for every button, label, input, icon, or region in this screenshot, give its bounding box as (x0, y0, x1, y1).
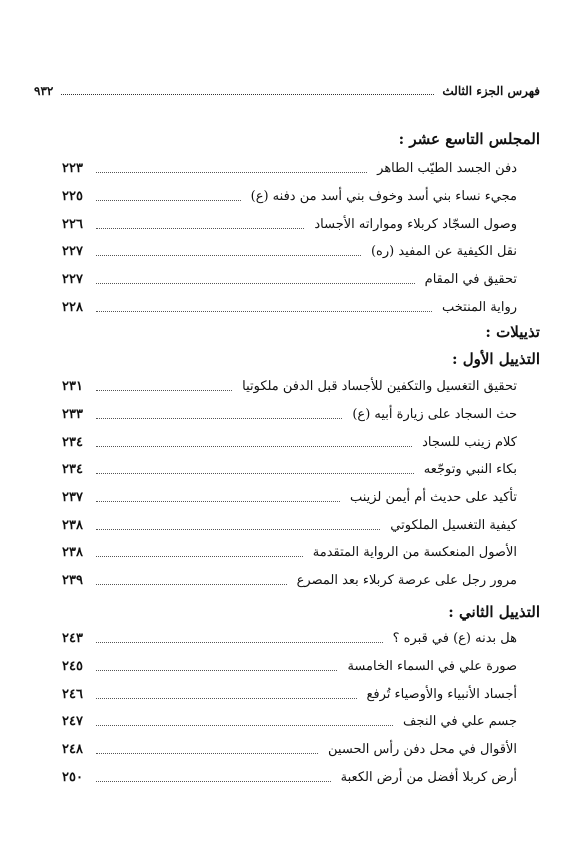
leader-dots (96, 556, 303, 557)
entry-page: ٢٣٧ (62, 490, 83, 506)
leader-dots (96, 501, 340, 502)
header-page-number: ٩٣٢ (34, 84, 54, 98)
entry-title: تحقيق في المقام (424, 272, 517, 288)
toc-entry (62, 210, 517, 238)
leader-dots (96, 172, 367, 173)
entry-title: وصول السجّاد كربلاء ومواراته الأجساد (314, 216, 517, 232)
entry-title: نقل الكيفية عن المفيد (ره) (370, 244, 517, 260)
entry-title: مرور رجل على عرصة كربلاء بعد المصرع (296, 573, 517, 589)
entry-title: دفن الجسد الطيّب الطاهر (377, 161, 517, 177)
entry-page: ٢٢٦ (62, 216, 83, 232)
toc-entry (62, 567, 517, 595)
entry-page: ٢٥٠ (62, 769, 83, 785)
entry-page: ٢٣٨ (62, 545, 83, 561)
toc-entry (62, 539, 517, 567)
entry-page: ٢٤٧ (62, 714, 83, 730)
toc-entry (62, 428, 517, 456)
entry-page: ٢٣٤ (62, 434, 83, 450)
entry-title: تأكيد على حديث أم أيمن لزينب (349, 490, 517, 506)
entry-page: ٢٤٣ (62, 631, 83, 647)
toc-entry (62, 155, 517, 183)
entry-title: مجيء نساء بني أسد وخوف بني أسد من دفنه (ع) (250, 189, 517, 205)
section-entries (62, 373, 517, 595)
leader-dots (96, 228, 304, 229)
entry-page: ٢٣٣ (62, 407, 83, 423)
toc-entry (62, 763, 517, 791)
leader-dots (96, 446, 412, 447)
toc-entry (62, 373, 517, 401)
toc-entry (62, 736, 517, 764)
entry-page: ٢٤٨ (62, 742, 83, 758)
entry-title: تحقيق التغسيل والتكفين للأجساد قبل الدفن ملكوتيا (242, 379, 517, 395)
section-entries (62, 155, 517, 321)
toc-entry (62, 625, 517, 653)
leader-dots (96, 473, 414, 474)
entry-title: بكاء النبي وتوجّعه (423, 462, 517, 478)
section-heading: التذييل الثاني : (448, 603, 540, 621)
leader-dots (96, 670, 337, 671)
toc-entry (62, 293, 517, 321)
toc-entry (62, 266, 517, 294)
leader-dots (96, 753, 318, 754)
leader-dots (96, 283, 415, 284)
leader-dots (96, 311, 432, 312)
toc-entry (62, 238, 517, 266)
leader-dots (96, 200, 241, 201)
toc-entry (62, 653, 517, 681)
entry-title: هل بدنه (ع) في قبره ؟ (392, 631, 517, 647)
entry-page: ٢٣١ (62, 379, 83, 395)
header-title: فهرس الجزء الثالث (442, 84, 540, 98)
toc-entry (62, 708, 517, 736)
section-heading: التذييل الأول : (451, 350, 540, 368)
entry-page: ٢٣٨ (62, 517, 83, 533)
entry-title: الأصول المنعكسة من الرواية المتقدمة (312, 545, 517, 561)
section-heading: تذييلات : (485, 323, 540, 341)
toc-entry (62, 511, 517, 539)
section-entries (62, 625, 517, 791)
entry-title: حث السجاد على زيارة أبيه (ع) (352, 407, 517, 423)
leader-dots (96, 255, 361, 256)
entry-title: جسم علي في النجف (403, 714, 517, 730)
entry-page: ٢٤٦ (62, 686, 83, 702)
leader-dots (96, 418, 342, 419)
entry-page: ٢٢٣ (62, 161, 83, 177)
entry-page: ٢٢٨ (62, 299, 83, 315)
toc-entry (62, 484, 517, 512)
toc-entry (62, 680, 517, 708)
leader-dots (96, 781, 331, 782)
entry-page: ٢٢٥ (62, 189, 83, 205)
entry-title: كيفية التغسيل الملكوتي (390, 517, 517, 533)
entry-page: ٢٣٤ (62, 462, 83, 478)
entry-title: أجساد الأنبياء والأوصياء تُرفع (366, 686, 517, 702)
leader-dots (96, 725, 393, 726)
leader-dots (96, 584, 287, 585)
leader-dots (96, 390, 232, 391)
entry-title: أرض كربلا أفضل من أرض الكعبة (340, 769, 517, 785)
entry-title: رواية المنتخب (442, 299, 517, 315)
leader-dots (96, 698, 357, 699)
entry-page: ٢٢٧ (62, 272, 83, 288)
toc-entry (62, 401, 517, 429)
entry-page: ٢٣٩ (62, 573, 83, 589)
entry-title: صورة علي في السماء الخامسة (347, 659, 517, 675)
header-leader-dots (61, 94, 434, 95)
toc-entry (62, 183, 517, 211)
leader-dots (96, 642, 383, 643)
entry-page: ٢٢٧ (62, 244, 83, 260)
entry-page: ٢٤٥ (62, 659, 83, 675)
toc-entry (62, 456, 517, 484)
entry-title: كلام زينب للسجاد (422, 434, 517, 450)
entry-title: الأقوال في محل دفن رأس الحسين (328, 742, 517, 758)
section-heading: المجلس التاسع عشر : (398, 130, 540, 148)
leader-dots (96, 529, 380, 530)
running-header (34, 82, 540, 100)
